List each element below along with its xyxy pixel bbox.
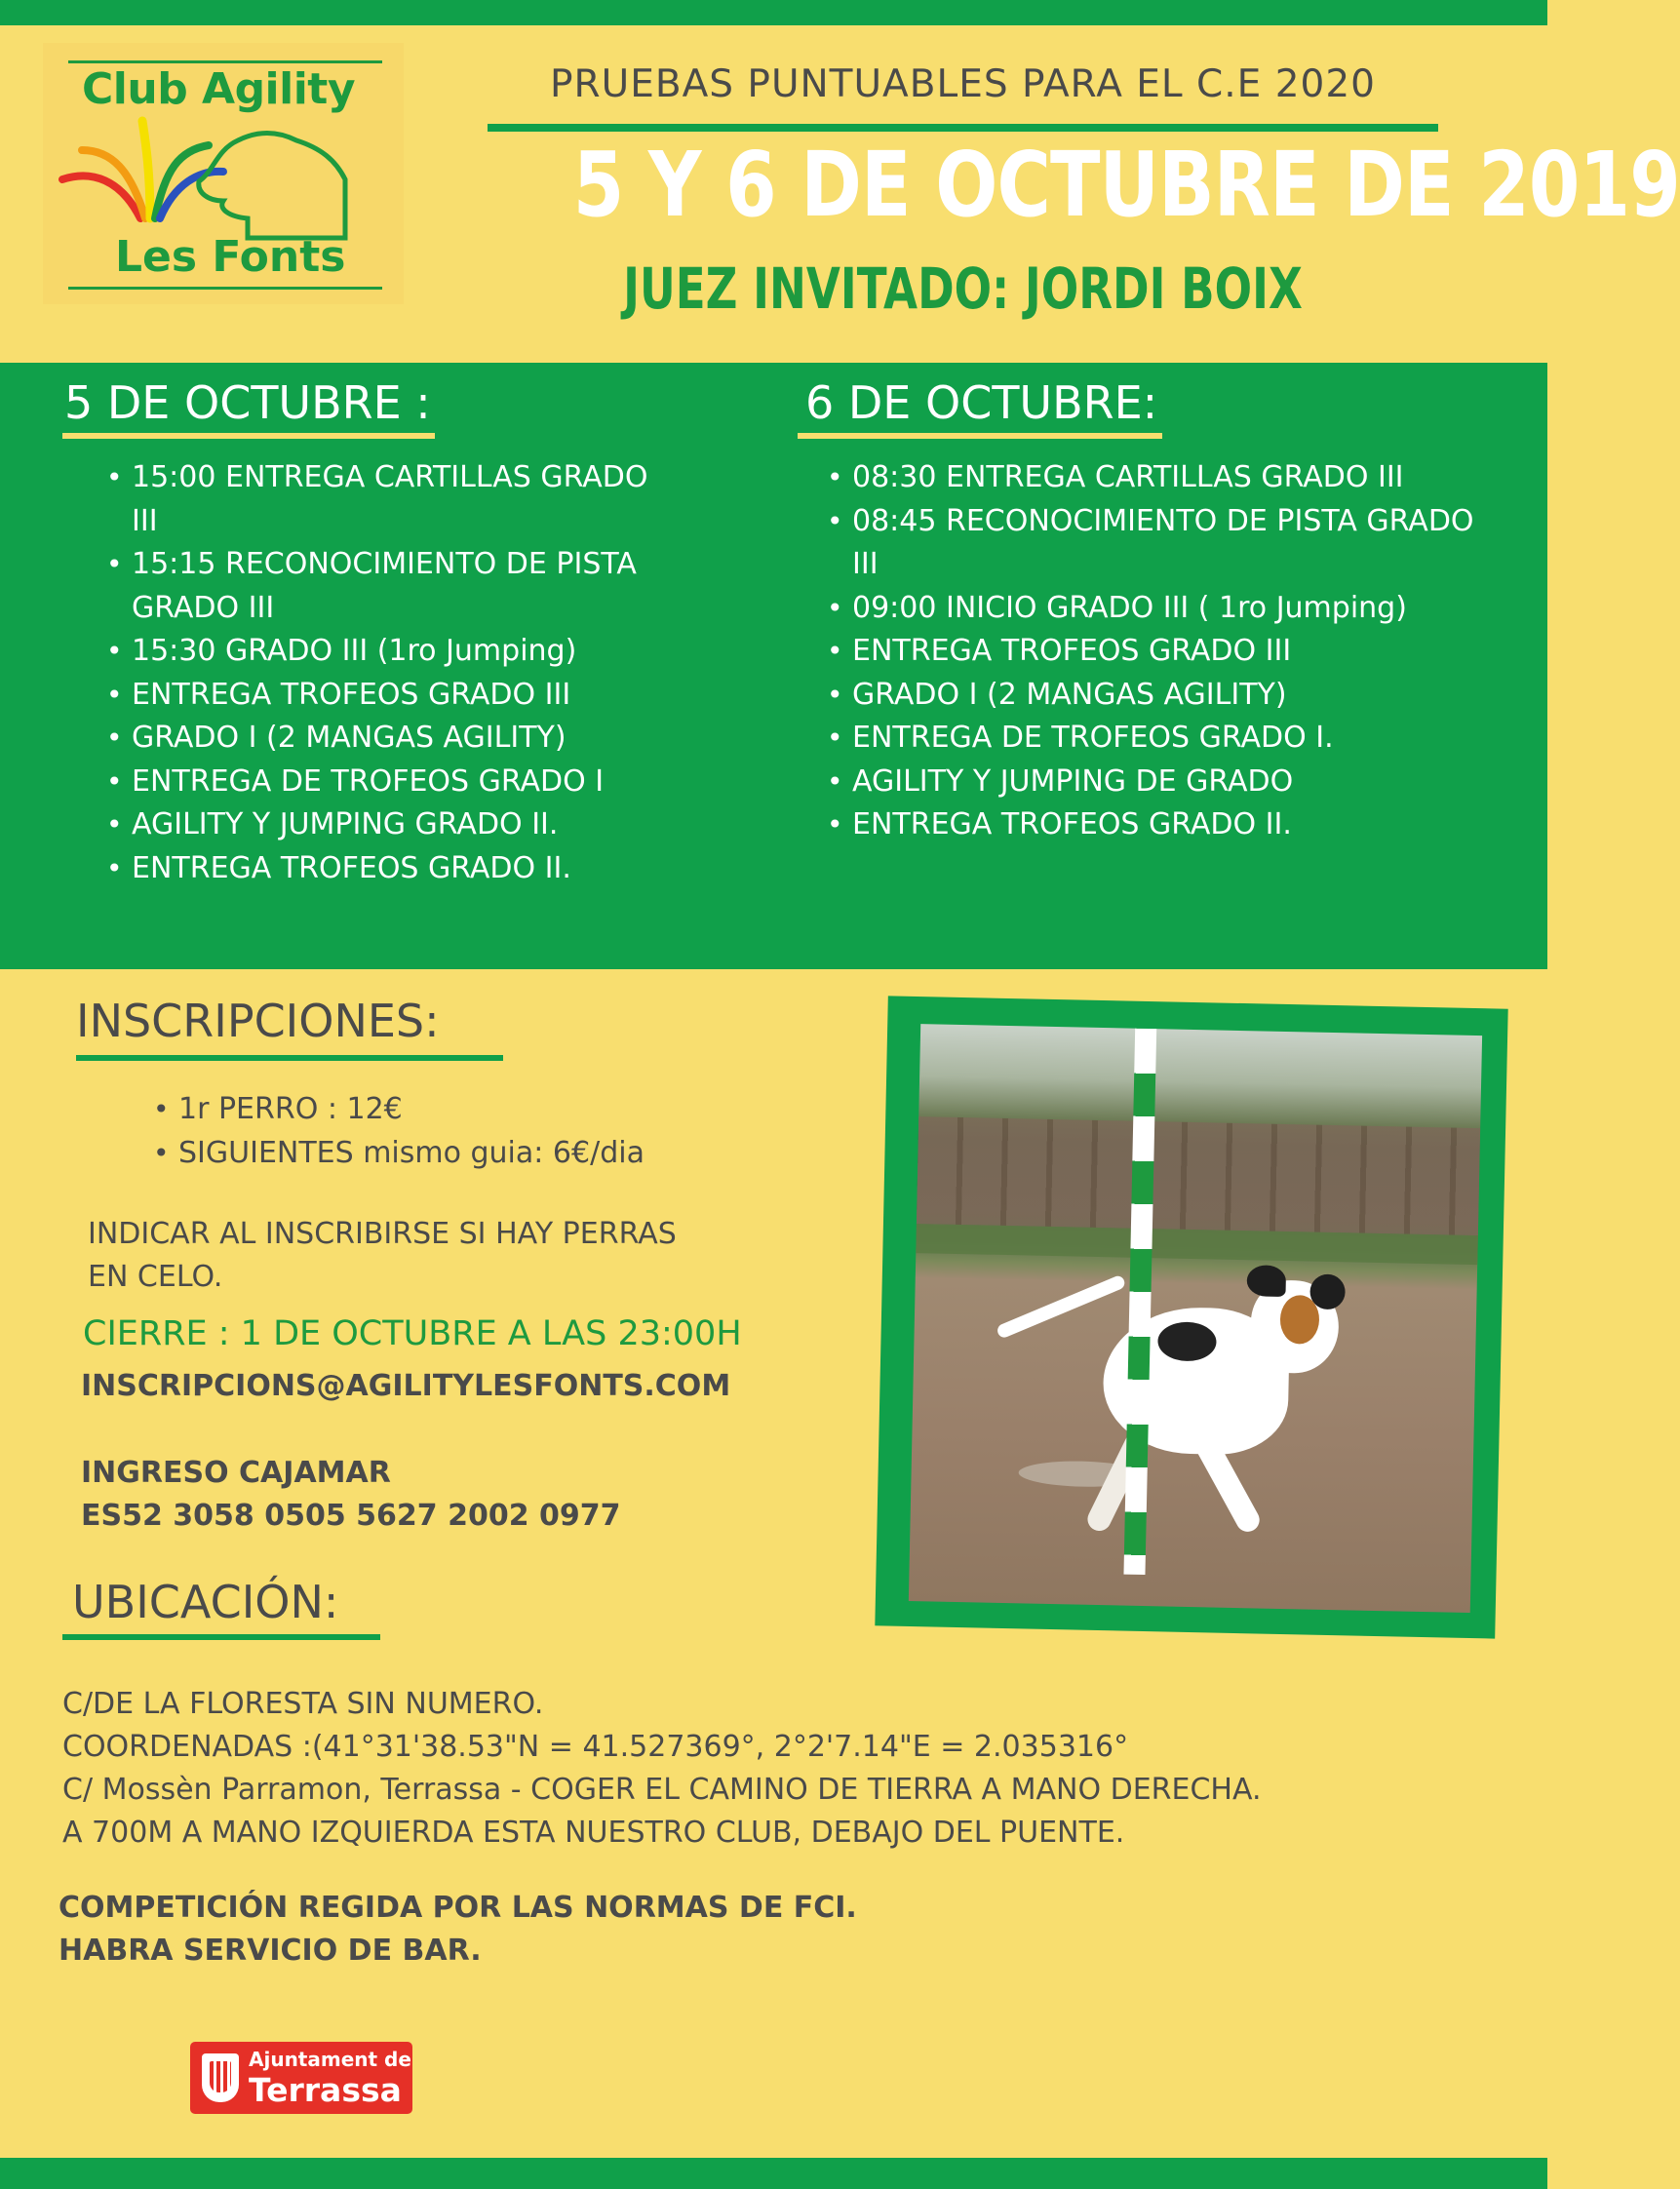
weave-pole xyxy=(1123,1029,1156,1575)
list-item: • GRADO I (2 MANGAS AGILITY) xyxy=(852,674,1476,718)
ubicacion-heading: UBICACIÓN: xyxy=(72,1576,339,1628)
list-item: • ENTREGA DE TROFEOS GRADO I xyxy=(132,761,678,804)
list-item: • GRADO I (2 MANGAS AGILITY) xyxy=(132,717,678,761)
day2-schedule-list xyxy=(852,456,1476,847)
ubicacion-rule xyxy=(62,1634,380,1640)
location-line: C/ Mossèn Parramon, Terrassa - COGER EL CAMINO DE TIERRA A MANO DERECHA. xyxy=(62,1773,1262,1807)
inscripciones-heading: INSCRIPCIONES: xyxy=(76,995,440,1047)
list-item: • 15:30 GRADO III (1ro Jumping) xyxy=(132,630,678,674)
list-item: • ENTREGA TROFEOS GRADO III xyxy=(852,630,1476,674)
logo-graphic-icon xyxy=(53,111,394,248)
list-item: • SIGUIENTES mismo guia: 6€/dia xyxy=(178,1131,724,1175)
note-line-1: INDICAR AL INSCRIBIRSE SI HAY PERRAS xyxy=(88,1217,677,1251)
list-item: • AGILITY Y JUMPING GRADO II. xyxy=(132,803,678,847)
logo-top-rule xyxy=(68,60,382,63)
list-item: • 1r PERRO : 12€ xyxy=(178,1087,724,1131)
fci-note: COMPETICIÓN REGIDA POR LAS NORMAS DE FCI. xyxy=(59,1891,857,1925)
list-item: • AGILITY Y JUMPING DE GRADO xyxy=(852,761,1476,804)
ajuntament-terrassa-logo: Ajuntament de Terrassa xyxy=(190,2042,412,2114)
logo-club-text: Club Agility xyxy=(82,64,356,114)
bottom-green-band xyxy=(0,2158,1547,2189)
invited-judge: JUEZ INVITADO: JORDI BOIX xyxy=(623,255,1303,322)
bar-note: HABRA SERVICIO DE BAR. xyxy=(59,1934,482,1968)
day1-rule xyxy=(62,433,435,439)
note-line-2: EN CELO. xyxy=(88,1260,223,1294)
list-item: • 15:00 ENTREGA CARTILLAS GRADO III xyxy=(132,456,678,543)
day2-rule xyxy=(798,433,1162,439)
location-line: A 700M A MANO IZQUIERDA ESTA NUESTRO CLUB, DEBAJO DEL PUENTE. xyxy=(62,1816,1125,1850)
list-item: • 08:45 RECONOCIMIENTO DE PISTA GRADO III xyxy=(852,500,1476,587)
agility-dog-photo xyxy=(909,1024,1482,1613)
day1-schedule-list xyxy=(132,456,678,890)
event-dates-title: 5 Y 6 DE OCTUBRE DE 2019 xyxy=(572,133,1680,237)
schedule-section xyxy=(0,363,1547,969)
list-item: • 08:30 ENTREGA CARTILLAS GRADO III xyxy=(852,456,1476,500)
top-green-band xyxy=(0,0,1547,25)
inscripciones-rule xyxy=(76,1055,503,1061)
price-list xyxy=(178,1087,724,1175)
list-item: • ENTREGA TROFEOS GRADO II. xyxy=(132,847,678,891)
bank-label: INGRESO CAJAMAR xyxy=(81,1456,391,1490)
list-item: • ENTREGA DE TROFEOS GRADO I. xyxy=(852,717,1476,761)
title-rule xyxy=(488,124,1438,132)
bank-iban: ES52 3058 0505 5627 2002 0977 xyxy=(81,1499,621,1533)
terrassa-shield-icon xyxy=(202,2053,239,2102)
day1-heading: 5 DE OCTUBRE : xyxy=(64,376,431,429)
photo-frame xyxy=(875,996,1507,1638)
location-line: C/DE LA FLORESTA SIN NUMERO. xyxy=(62,1687,544,1721)
list-item: • ENTREGA TROFEOS GRADO II. xyxy=(852,803,1476,847)
list-item: • ENTREGA TROFEOS GRADO III xyxy=(132,674,678,718)
club-logo xyxy=(43,43,404,304)
list-item: • 15:15 RECONOCIMIENTO DE PISTA GRADO III xyxy=(132,543,678,630)
location-line: COORDENADAS :(41°31'38.53"N = 41.527369°, 2°2'7.14"E = 2.035316° xyxy=(62,1730,1129,1764)
closing-date: CIERRE : 1 DE OCTUBRE A LAS 23:00H xyxy=(83,1314,742,1353)
day2-heading: 6 DE OCTUBRE: xyxy=(805,376,1158,429)
event-subtitle: PRUEBAS PUNTUABLES PARA EL C.E 2020 xyxy=(550,62,1376,106)
logo-fonts-text: Les Fonts xyxy=(115,232,346,282)
contact-email[interactable]: INSCRIPCIONS@AGILITYLESFONTS.COM xyxy=(81,1369,731,1403)
list-item: • 09:00 INICIO GRADO III ( 1ro Jumping) xyxy=(852,587,1476,631)
logo-bottom-rule xyxy=(68,287,382,290)
